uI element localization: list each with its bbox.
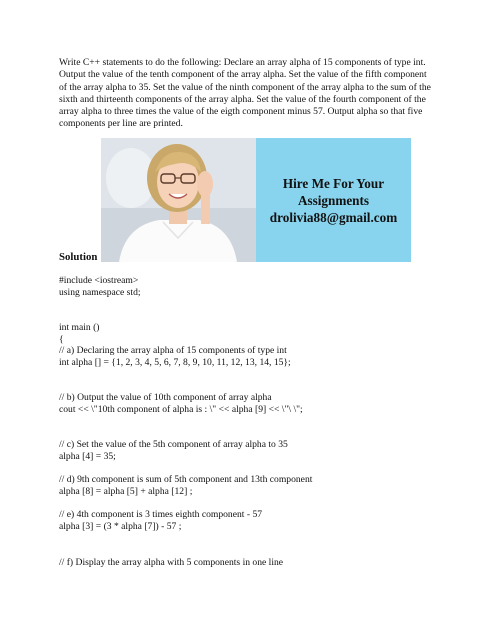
- code-comment-b: // b) Output the value of 10th component of array alpha: [59, 392, 272, 403]
- code-main: int main (): [59, 322, 100, 333]
- code-assign-d: alpha [8] = alpha [5] + alpha [12] ;: [59, 486, 193, 497]
- ad-email[interactable]: drolivia88@gmail.com: [269, 209, 398, 225]
- code-comment-f: // f) Display the array alpha with 5 components in one line: [59, 557, 284, 568]
- ad-line-2: Assignments: [297, 192, 370, 208]
- code-comment-e: // e) 4th component is 3 times eighth component - 57: [59, 509, 263, 520]
- ad-line-1: Hire Me For Your: [282, 175, 385, 191]
- code-namespace: using namespace std;: [59, 287, 141, 298]
- code-assign-e: alpha [3] = (3 * alpha [7]) - 57 ;: [59, 521, 182, 532]
- solution-heading: Solution: [59, 251, 98, 263]
- code-include: #include <iostream>: [59, 275, 139, 286]
- code-comment-c: // c) Set the value of the 5th component of array alpha to 35: [59, 439, 288, 450]
- code-cout-statement: cout << \"10th component of alpha is : \" << alpha [9] << \"\ \";: [59, 404, 303, 415]
- code-open-brace: {: [59, 334, 64, 345]
- code-array-declaration: int alpha [] = {1, 2, 3, 4, 5, 6, 7, 8, 9, 10, 11, 12, 13, 14, 15};: [59, 357, 291, 368]
- woman-illustration: [101, 138, 256, 262]
- question-text: Write C++ statements to do the following: Declare an array alpha of 15 components of type int. Output the value of the tenth component of the array alpha. Set the value of the fifth component of the array alpha to 35. Set the value of the ninth component of the array alpha to the sum of the sixth and thirteenth components of the array alpha. Set the value of the fourth component of the array alpha to three times the value of the eigth component minus 57. Output alpha so that five components per line are printed.: [59, 57, 431, 130]
- hire-me-ad[interactable]: [256, 138, 411, 262]
- code-assign-c: alpha [4] = 35;: [59, 451, 116, 462]
- smiling-woman-with-glasses-photo: [101, 138, 256, 262]
- advertisement-banner[interactable]: [101, 138, 411, 262]
- code-comment-a: // a) Declaring the array alpha of 15 components of type int: [59, 345, 287, 356]
- code-comment-d: // d) 9th component is sum of 5th component and 13th component: [59, 474, 313, 485]
